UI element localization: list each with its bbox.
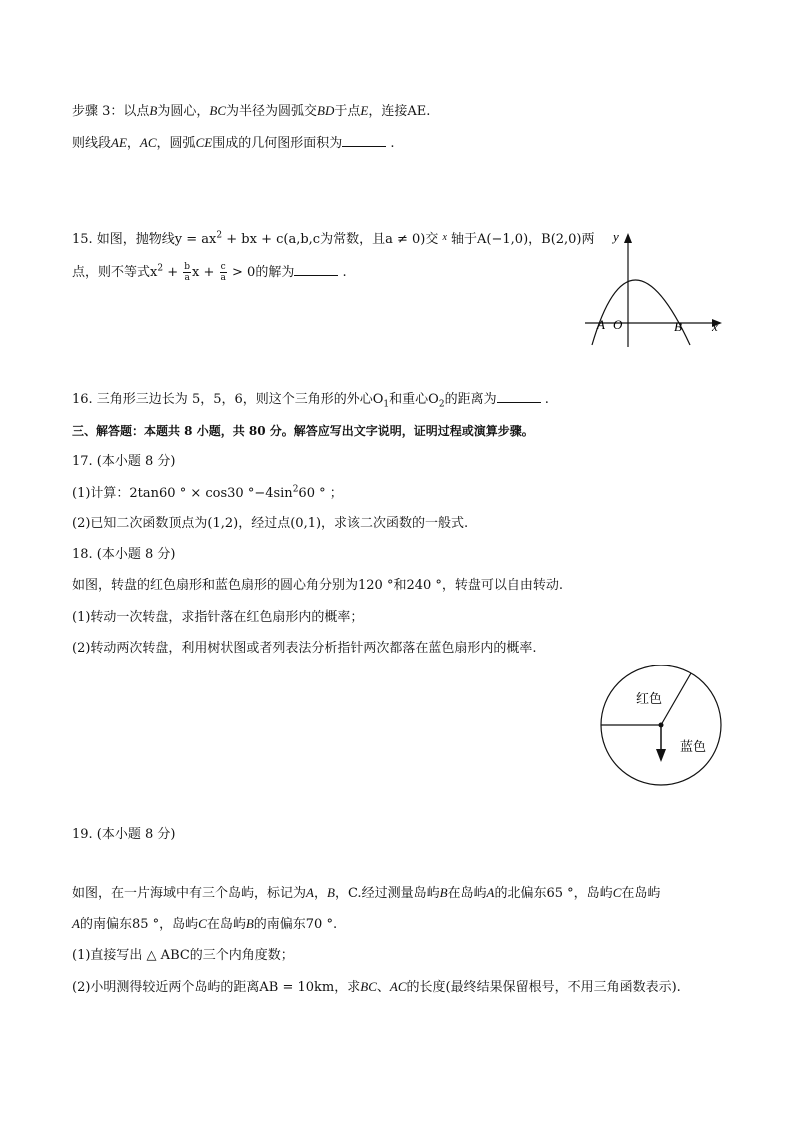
parabola-graph: [580, 225, 730, 355]
var: AC: [139, 135, 157, 150]
text: 在岛屿: [621, 886, 661, 901]
text: ，圆弧: [156, 136, 196, 151]
text: ，连接AE.: [368, 104, 431, 119]
q17-header: 17. (本小题 8 分): [72, 454, 176, 469]
pointer-arrow: [656, 749, 666, 762]
var: E: [360, 103, 369, 118]
sector-boundary-upper: [661, 673, 691, 725]
text: 围成的几何图形面积为: [212, 136, 343, 151]
q19-intro-line1: [72, 884, 660, 903]
text: 15. 如图，抛物线y = ax: [72, 232, 217, 247]
text: 的南偏东70 °.: [253, 917, 338, 932]
var: A: [486, 885, 495, 900]
var: A: [72, 916, 80, 931]
text: 轴于A(−1,0)，B(2,0)两: [446, 232, 595, 247]
text: .: [342, 265, 347, 280]
q19-part1: (1)直接写出 △ ABC的三个内角度数；: [72, 948, 294, 963]
var: A: [306, 885, 314, 900]
q19-header: 19. (本小题 8 分): [72, 827, 176, 842]
q16-line: [72, 390, 549, 409]
text: 60 ° ；: [298, 486, 343, 501]
text: > 0的解为: [227, 265, 295, 280]
q17-part2: (2)已知二次函数顶点为(1,2)，经过点(0,1)，求该二次函数的一般式.: [72, 516, 469, 531]
var: AC: [389, 979, 407, 994]
superscript: 2: [216, 230, 223, 241]
blue-sector-label: 蓝色: [680, 740, 707, 755]
denominator: a: [220, 273, 226, 283]
q18-header: 18. (本小题 8 分): [72, 547, 176, 562]
text: .: [544, 392, 549, 407]
text: 步骤 3：以点: [72, 104, 150, 119]
superscript: 2: [157, 263, 164, 274]
text: 为圆心，: [157, 104, 210, 119]
answer-blank: [294, 263, 338, 276]
text: (1)计算：2tan60 ° × cos30 °−4sin: [72, 486, 293, 501]
subscript: 1: [383, 399, 390, 410]
text: 则线段: [72, 136, 112, 151]
var: x: [442, 232, 447, 243]
point-b-label: B: [674, 319, 682, 334]
var: B: [149, 103, 158, 118]
subscript: 2: [438, 399, 445, 410]
text: 于点: [334, 104, 361, 119]
text: ，: [313, 886, 327, 901]
fraction-b-a: [183, 262, 191, 283]
text: 的南偏东85 °，岛屿: [79, 917, 199, 932]
var: C: [612, 885, 622, 900]
var: BC: [360, 979, 377, 994]
text: 如图，在一片海域中有三个岛屿，标记为: [72, 886, 307, 901]
var: C: [198, 916, 207, 931]
var: CE: [195, 135, 213, 150]
text: x +: [192, 265, 219, 280]
var: B: [439, 885, 448, 900]
fraction-c-a: [220, 262, 227, 283]
q17-part1: [72, 485, 343, 503]
parabola-curve: [592, 280, 690, 345]
text: 16. 三角形三边长为 5，5，6，则这个三角形的外心O: [72, 392, 384, 407]
text: + bx + c(a,b,c为常数，且a ≠ 0)交: [222, 232, 443, 247]
spinner-diagram: [594, 665, 728, 799]
q15-line2: [72, 262, 347, 283]
numerator: b: [184, 262, 191, 272]
text: 在岛屿: [206, 917, 246, 932]
answer-blank: [342, 134, 386, 147]
q18-part1: (1)转动一次转盘，求指针落在红色扇形内的概率；: [72, 610, 364, 625]
point-a-label: A: [597, 317, 605, 332]
text: 的北偏东65 °，岛屿: [494, 886, 613, 901]
numerator: c: [220, 262, 226, 272]
text: ，: [126, 136, 140, 151]
text: C.经过测量岛屿: [347, 886, 440, 901]
var: AE: [111, 135, 127, 150]
q19-part2: [72, 978, 681, 997]
superscript: 2: [292, 484, 299, 495]
var: BC: [209, 103, 226, 118]
y-axis-label: y: [613, 229, 619, 244]
text: 点，则不等式x: [72, 265, 158, 280]
step3-line: [72, 102, 430, 121]
q18-intro: 如图，转盘的红色扇形和蓝色扇形的圆心角分别为120 °和240 °，转盘可以自由转动.: [72, 578, 564, 593]
text: 的长度(最终结果保留根号，不用三角函数表示).: [406, 980, 681, 995]
text: 和重心O: [389, 392, 439, 407]
denominator: a: [184, 273, 190, 283]
x-axis-label: x: [712, 319, 718, 334]
q15-line1: [72, 229, 595, 249]
origin-label: O: [613, 317, 623, 332]
text: ，: [334, 886, 348, 901]
red-sector-label: 红色: [636, 692, 663, 707]
var: BD: [317, 103, 335, 118]
text: 、: [376, 980, 390, 995]
section3-title: 三、解答题：本题共 8 小题，共 80 分。解答应写出文字说明，证明过程或演算步骤。: [72, 424, 534, 438]
y-axis-arrow: [624, 233, 632, 243]
text: (2)小明测得较近两个岛屿的距离AB = 10km，求: [72, 980, 361, 995]
text: 为半径为圆弧交: [226, 104, 318, 119]
q19-intro-line2: [72, 915, 337, 934]
text: .: [390, 136, 395, 151]
answer-blank: [497, 390, 541, 403]
text: 在岛屿: [447, 886, 487, 901]
var: B: [245, 916, 254, 931]
text: +: [163, 265, 183, 280]
q18-part2: (2)转动两次转盘，利用树状图或者列表法分析指针两次都落在蓝色扇形内的概率.: [72, 641, 537, 656]
q14-area-line: [72, 134, 394, 153]
var: B: [326, 885, 335, 900]
text: 的距离为: [444, 392, 497, 407]
